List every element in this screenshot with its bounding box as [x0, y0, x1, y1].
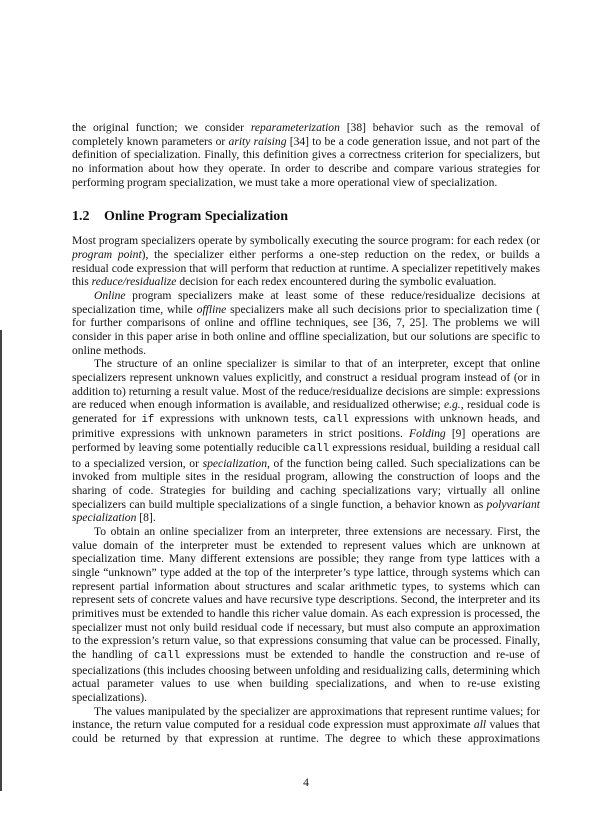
- section-heading: [72, 208, 540, 225]
- paragraph: [72, 705, 540, 746]
- paragraph: [72, 357, 540, 525]
- text-run: expressions must be extended to handle the construction and re-use of specializations (this includes choosing between unfolding and residualizing calls, determining which actual parameter values to use when building specializations, and when to re-use existing specializations).: [72, 647, 540, 704]
- scan-edge: [0, 330, 2, 791]
- text-run: expressions with unknown heads, and primitive expressions with unknown parameters in strict positions.: [72, 411, 540, 441]
- page-body: [72, 121, 540, 746]
- text-run: expressions with unknown tests,: [154, 411, 323, 425]
- text-run: , residual code is generated for: [72, 398, 540, 425]
- section-number: 1.2: [72, 209, 90, 225]
- code-keyword: call: [322, 413, 349, 426]
- text-run: the original function; we consider: [72, 121, 251, 134]
- text-run: The values manipulated by the specializer are approximations that represent runtime values; for instance, the return value computed for a residual code expression must approximate: [72, 704, 540, 732]
- text-run: expressions residual, building a residual call to a specialized version, or: [72, 441, 540, 470]
- text-run: [8].: [136, 511, 156, 525]
- paragraph: [72, 121, 540, 189]
- text-run: , of the function being called. Such specializations can be invoked from multiple sites in the residual program, allowing the construction of loops and the sharing of code. Strategies for building and caching specializations vary; virtually all online specializers can build multiple specializations of a single function, a behavior known as: [72, 456, 540, 511]
- code-keyword: call: [154, 649, 180, 662]
- emphasis-text: specialization: [202, 456, 267, 470]
- text-run: [34] to be a code generation issue, and not part of the definition of specialization. Finally, this definition gives a correctness criterion for specializers, but no information about how they operate. In order to describe and compare various strategies for performing program specialization, we must take a more operational view of specialization.: [72, 134, 540, 189]
- text-run: To obtain an online specializer from an interpreter, three extensions are necessary. First, the value domain of the interpreter must be extended to represent values which are unknown at specialization time. Many different extensions are possible; they range from type lattices with a single “unknown” type added at the top of the interpreter’s type lattice, through systems which can represent partial information about structures and scalar arithmetic types, to systems which can represent sets of concrete values and have recursive type descriptions. Second, the interpreter and its primitives must be extended to handle this richer value domain. As each expression is processed, the specializer must not only build residual code if necessary, but must also compute an approximation to the expression’s return value, so that expressions consuming that value can be processed. Finally, the handling of: [72, 525, 540, 661]
- paragraph: [72, 525, 540, 705]
- emphasis-text: offline: [196, 302, 227, 316]
- emphasis-text: e.g.: [443, 398, 461, 412]
- emphasis-text: all: [473, 718, 487, 732]
- page-number: 4: [303, 775, 309, 789]
- text-run: Most program specializers operate by symbolically executing the source program: for each redex (or: [72, 234, 540, 248]
- code-keyword: call: [303, 443, 330, 456]
- emphasis-text: polyvariant specialization: [72, 497, 540, 525]
- emphasis-text: program point: [72, 247, 142, 261]
- emphasis-text: Online: [94, 288, 126, 302]
- text-run: program specializers make at least some of these reduce/residualize decisions at specialization time, while: [72, 288, 540, 316]
- text-run: specializers make all such decisions prior to specialization time ( for further comparisons of online and offline techniques, see [36, 7, 25]. The problems we will consider in this paper arise in both online and offline specialization, but our solutions are specific to online methods.: [72, 302, 540, 357]
- text-run: [38] behavior such as the removal of completely known parameters or: [72, 121, 540, 148]
- paragraph: [72, 234, 540, 289]
- section-title: Online Program Specialization: [104, 209, 289, 225]
- emphasis-text: reduce/residualize: [91, 275, 177, 289]
- text-run: [9] operations are performed by leaving some potentially reducible: [72, 427, 540, 455]
- emphasis-text: arity raising: [228, 134, 287, 148]
- code-keyword: if: [141, 413, 155, 426]
- emphasis-text: reparameterization: [250, 121, 340, 134]
- text-run: The structure of an online specializer is similar to that of an interpreter, except that online specializers represent unknown values explicitly, and construct a residual program instead of (or in addition to) returning a result value. Most of the reduce/residualize decisions are simple: expressions are reduced when enough information is available, and residualized otherwise;: [72, 357, 540, 412]
- paragraph: [72, 289, 540, 357]
- emphasis-text: Folding: [409, 427, 446, 441]
- text-run: values that could be returned by that expression at runtime. The degree to which these approximations: [72, 718, 540, 745]
- text-run: decision for each redex encountered during the symbolic evaluation.: [176, 275, 497, 289]
- intro-text: [72, 121, 540, 189]
- section-text: [72, 234, 540, 745]
- text-run: ), the specializer either performs a one-step reduction on the redex, or builds a residual code expression that will perform that reduction at runtime. A specializer repetitively makes this: [72, 247, 540, 289]
